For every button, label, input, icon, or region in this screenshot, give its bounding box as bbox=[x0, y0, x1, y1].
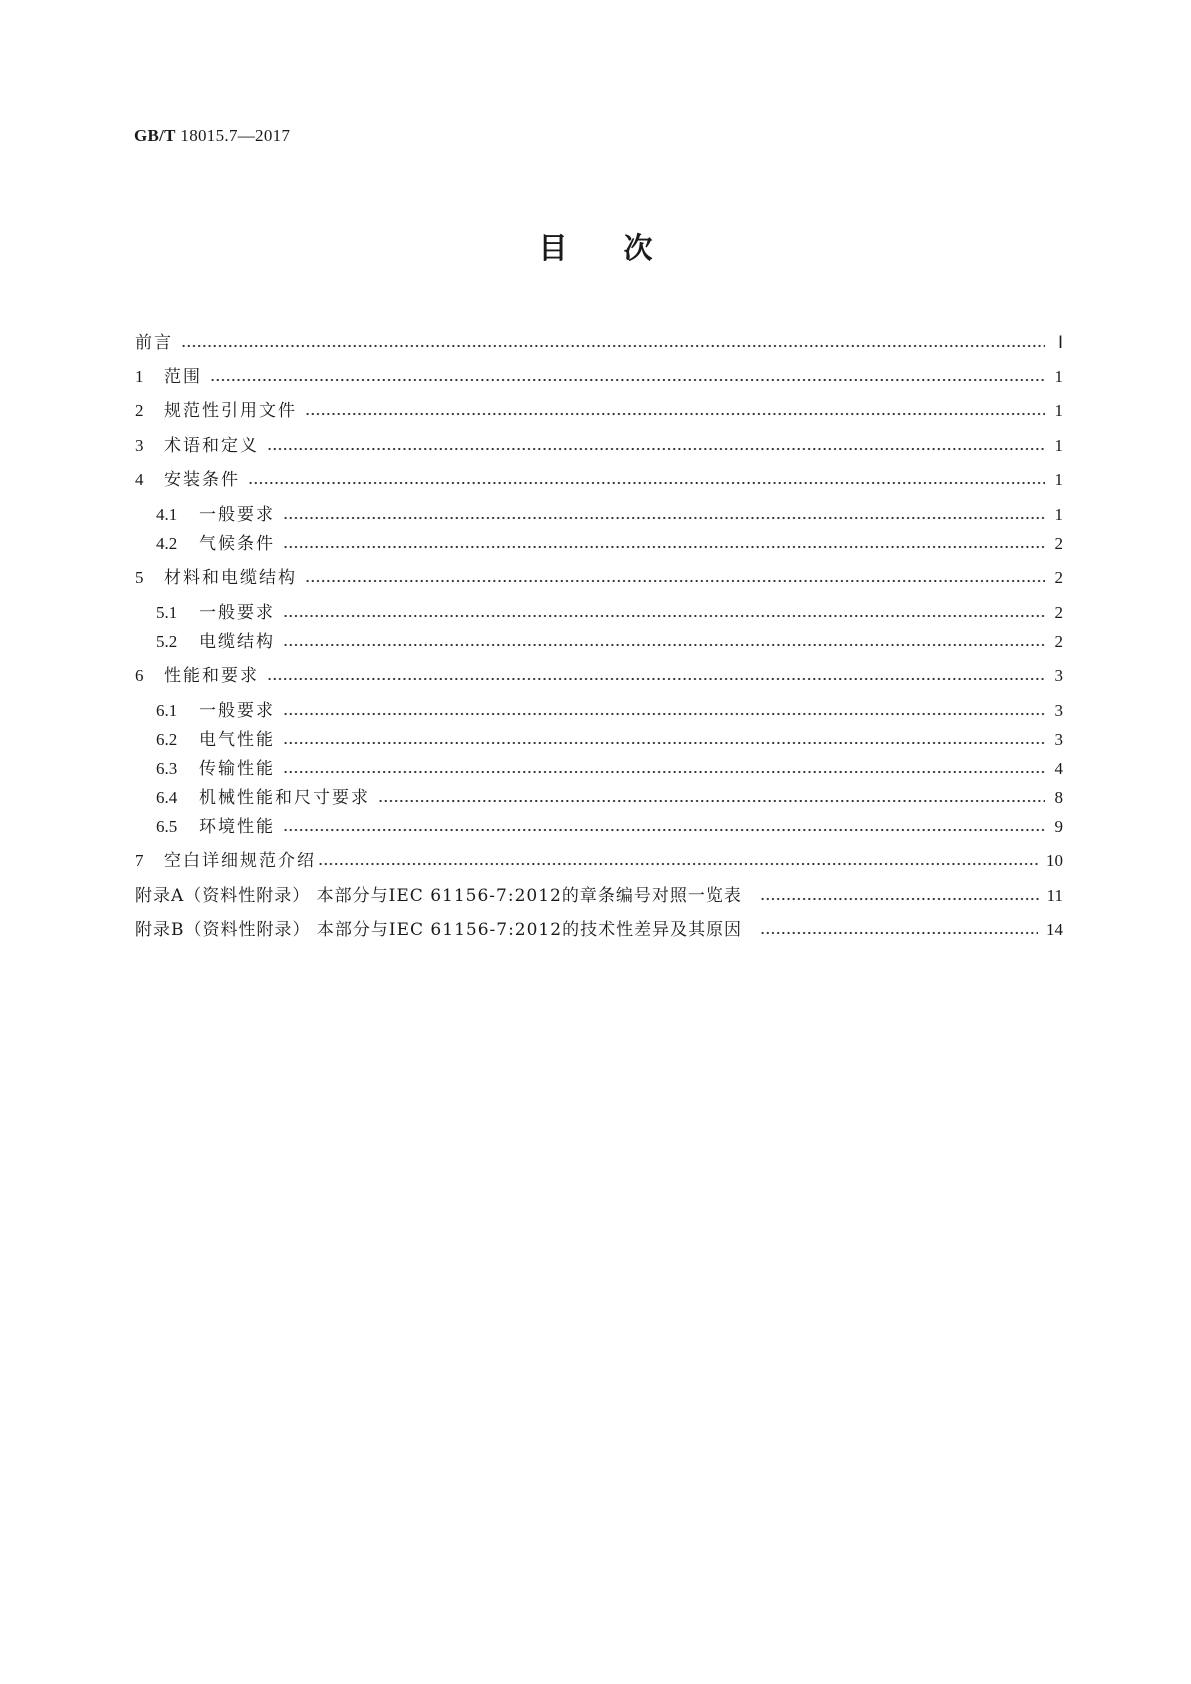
toc-entry-label: 安装条件 bbox=[164, 470, 240, 490]
toc-entry-number: 6.4 bbox=[156, 788, 178, 807]
dot-leader bbox=[760, 895, 1039, 903]
toc-entry-number: 7 bbox=[135, 851, 144, 870]
toc-entry-page: 3 bbox=[1054, 701, 1063, 720]
toc-entry-page: 10 bbox=[1046, 851, 1063, 870]
toc-entry-label: 一般要求 bbox=[199, 603, 275, 623]
toc-entry-page: 1 bbox=[1054, 505, 1063, 524]
toc-entry-label: 机械性能和尺寸要求 bbox=[199, 788, 370, 808]
toc-entry-label: 电气性能 bbox=[199, 730, 275, 750]
toc-entry-label: 术语和定义 bbox=[164, 436, 259, 456]
toc-entry-page: 2 bbox=[1054, 632, 1063, 651]
dot-leader bbox=[283, 768, 1045, 776]
dot-leader bbox=[305, 410, 1045, 418]
toc-entry-number: 6 bbox=[135, 666, 144, 685]
toc-entry-label: 范围 bbox=[164, 367, 202, 387]
dot-leader bbox=[283, 641, 1045, 649]
toc-entry-page: 14 bbox=[1046, 920, 1063, 939]
dot-leader bbox=[181, 342, 1045, 350]
toc-entry-label: 材料和电缆结构 bbox=[164, 568, 297, 588]
toc-entry-2[interactable] bbox=[135, 396, 1063, 422]
dot-leader bbox=[305, 577, 1045, 585]
toc-entry-page: 2 bbox=[1054, 603, 1063, 622]
toc-entry-6[interactable] bbox=[135, 661, 1063, 687]
toc-entry-label: 一般要求 bbox=[199, 505, 275, 525]
toc-entry-1[interactable] bbox=[135, 362, 1063, 388]
dot-leader bbox=[318, 860, 1038, 868]
toc-entry-number: 2 bbox=[135, 401, 144, 420]
toc-entry-5-2[interactable] bbox=[156, 627, 1063, 653]
toc-entry-4-1[interactable] bbox=[156, 500, 1063, 526]
toc-entry-number: 5.2 bbox=[156, 632, 178, 651]
toc-entry-number: 6.2 bbox=[156, 730, 178, 749]
toc-entry-page: 1 bbox=[1054, 367, 1063, 386]
dot-leader bbox=[283, 543, 1045, 551]
dot-leader bbox=[248, 479, 1045, 487]
toc-entry-page: 3 bbox=[1054, 666, 1063, 685]
dot-leader bbox=[267, 445, 1045, 453]
dot-leader bbox=[283, 739, 1045, 747]
toc-entry-page: 11 bbox=[1046, 886, 1063, 905]
toc-entry-label: 空白详细规范介绍 bbox=[164, 851, 316, 871]
toc-entry-page: 2 bbox=[1054, 568, 1063, 587]
toc-entry-6-5[interactable] bbox=[156, 812, 1063, 838]
toc-entry-label: 电缆结构 bbox=[199, 632, 275, 652]
toc-entry-3[interactable] bbox=[135, 431, 1063, 457]
standard-identifier bbox=[134, 126, 290, 146]
toc-entry-annex-a[interactable] bbox=[135, 881, 1063, 907]
toc-entry-page: 9 bbox=[1054, 817, 1063, 836]
toc-entry-6-1[interactable] bbox=[156, 696, 1063, 722]
toc-entry-number: 5.1 bbox=[156, 603, 178, 622]
toc-entry-label: 规范性引用文件 bbox=[164, 401, 297, 421]
toc-entry-number: 4 bbox=[135, 470, 144, 489]
toc-entry-annex-b[interactable] bbox=[135, 915, 1063, 941]
toc-entry-number: 1 bbox=[135, 367, 144, 386]
toc-entry-page: 3 bbox=[1054, 730, 1063, 749]
toc-entry-label: 附录A（资料性附录） 本部分与IEC 61156-7:2012的章条编号对照一览表 bbox=[135, 886, 742, 906]
dot-leader bbox=[760, 929, 1038, 937]
toc-entry-page: 4 bbox=[1054, 759, 1063, 778]
standard-prefix: GB/T bbox=[134, 126, 176, 145]
toc-entry-label: 传输性能 bbox=[199, 759, 275, 779]
toc-entry-number: 6.3 bbox=[156, 759, 178, 778]
toc-entry-4[interactable] bbox=[135, 465, 1063, 491]
toc-entry-6-4[interactable] bbox=[156, 783, 1063, 809]
toc-entry-number: 5 bbox=[135, 568, 144, 587]
toc-entry-page: 2 bbox=[1054, 534, 1063, 553]
dot-leader bbox=[267, 675, 1045, 683]
toc-entry-number: 4.2 bbox=[156, 534, 178, 553]
toc-entry-page: 1 bbox=[1054, 401, 1063, 420]
toc-entry-page: 1 bbox=[1054, 470, 1063, 489]
dot-leader bbox=[283, 826, 1045, 834]
toc-entry-label: 气候条件 bbox=[199, 534, 275, 554]
toc-entry-label: 前言 bbox=[135, 333, 173, 353]
toc-entry-number: 6.1 bbox=[156, 701, 178, 720]
toc-entry-page: 8 bbox=[1054, 788, 1063, 807]
toc-entry-number: 4.1 bbox=[156, 505, 178, 524]
dot-leader bbox=[283, 710, 1045, 718]
toc-entry-5-1[interactable] bbox=[156, 598, 1063, 624]
toc-entry-6-3[interactable] bbox=[156, 754, 1063, 780]
page-title: 目次 bbox=[538, 231, 709, 265]
dot-leader bbox=[378, 797, 1045, 805]
toc-entry-label: 环境性能 bbox=[199, 817, 275, 837]
standard-number: 18015.7—2017 bbox=[180, 126, 291, 145]
toc-entry-label: 附录B（资料性附录） 本部分与IEC 61156-7:2012的技术性差异及其原因 bbox=[135, 920, 743, 940]
toc-entry-number: 3 bbox=[135, 436, 144, 455]
toc-entry-foreword[interactable] bbox=[135, 328, 1063, 354]
toc-entry-4-2[interactable] bbox=[156, 529, 1063, 555]
toc-entry-label: 性能和要求 bbox=[164, 666, 259, 686]
toc-entry-5[interactable] bbox=[135, 563, 1063, 589]
toc-entry-label: 一般要求 bbox=[199, 701, 275, 721]
dot-leader bbox=[210, 376, 1045, 384]
toc-entry-6-2[interactable] bbox=[156, 725, 1063, 751]
toc-entry-page: 1 bbox=[1054, 436, 1063, 455]
toc-entry-page: Ⅰ bbox=[1057, 333, 1063, 352]
toc-entry-number: 6.5 bbox=[156, 817, 178, 836]
dot-leader bbox=[283, 514, 1045, 522]
dot-leader bbox=[283, 612, 1045, 620]
toc-entry-7[interactable] bbox=[135, 846, 1063, 872]
